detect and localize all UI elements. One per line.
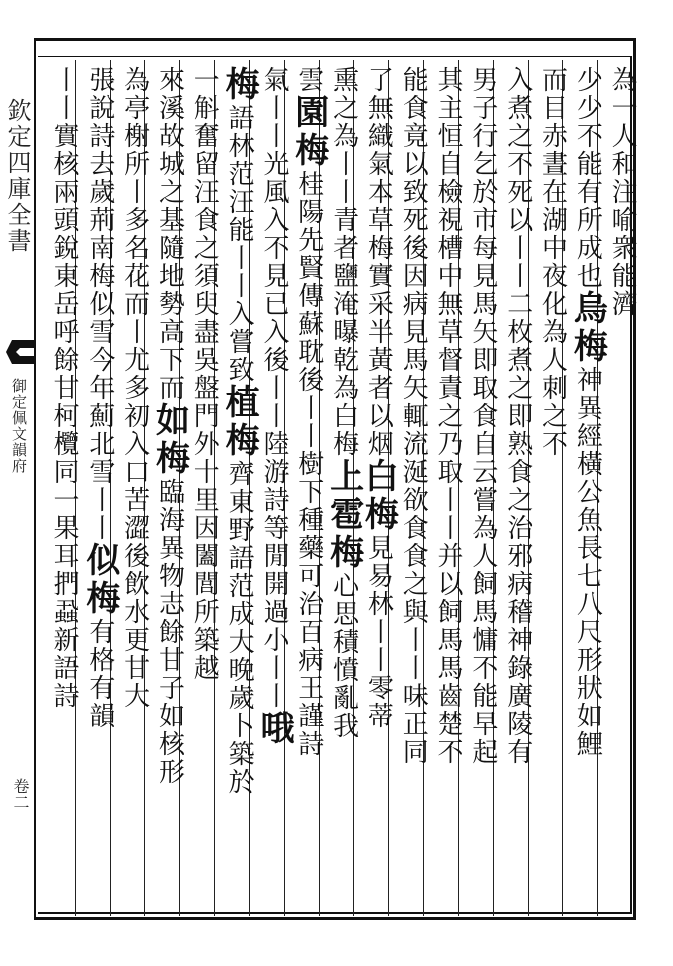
entry-text: 氣丨丨光風入不見已入後丨丨陸游詩等閒開過小丨丨	[258, 66, 289, 710]
entry-text: 男子行乞於市每見馬矢即取食自云嘗為人飼馬慵不能早起	[467, 66, 498, 766]
entry-text: 臨海異物志餘甘子如核形	[154, 478, 185, 786]
entry-text: 語林范汪能丨丨入嘗致	[224, 104, 255, 384]
entry-text: 熏之為丨丨青者鹽淹曝乾為白梅	[328, 66, 359, 458]
entry-text: 少少不能有所成也	[572, 66, 603, 290]
entry-heading: 哦	[253, 710, 294, 748]
entry-text: 捫蝨新語詩	[49, 570, 79, 710]
entry-text: 齊東野語范成大晚歲卜築於	[224, 460, 255, 796]
entry-text: 來溪故城之基隨地勢高下而	[154, 66, 185, 402]
volume-mark: 卷二	[11, 778, 30, 810]
entry-heading: 上雹梅	[323, 458, 364, 572]
entry-text: 心思積憤亂我	[328, 572, 359, 740]
book-title-fragment: 欽定四庫全書	[3, 98, 31, 254]
entry-text: 丨丨實核兩頭銳東岳呼餘甘柯欖同一果耳	[49, 66, 79, 570]
fish-tail-mark-icon	[6, 334, 34, 370]
entry-text: 而目赤晝在湖中夜化為人刺之不	[537, 66, 568, 458]
entry-text: 張說詩去歲荊南梅似雪今年薊北雪丨丨	[84, 66, 115, 542]
entry-heading: 如梅	[149, 402, 190, 478]
entry-text: 見易林丨丨零蒂	[363, 534, 394, 730]
entry-heading: 烏梅	[567, 290, 608, 366]
entry-text: 為亭榭所丨多名花而丨尤多	[119, 66, 150, 402]
entry-heading: 梅	[219, 66, 260, 104]
entry-text: 桂陽先賢傳蘇耽後丨丨樹下種藥可治百病王謹詩	[293, 170, 324, 758]
entry-heading: 似梅	[79, 542, 120, 618]
entry-text: 初入口苦澀後飲水更甘大	[119, 402, 150, 710]
entry-text: 雲	[293, 66, 324, 94]
entry-heading: 植梅	[219, 384, 260, 460]
entry-text: 神異經橫公魚長七八尺形狀如鯉	[572, 366, 603, 758]
page-margin	[0, 38, 34, 920]
entry-text: 一斛奮留汪食之須臾盡吳盤門外十里因闔閭所築越	[189, 66, 220, 682]
entry-heading: 白梅	[358, 458, 399, 534]
entry-text: 有格有韻	[84, 618, 115, 730]
book-name-label: 御定佩文韻府	[10, 378, 28, 474]
text-column	[40, 60, 79, 916]
entry-text: 其主恒自檢視槽中無草督責之乃取丨丨并以飼馬馬齒楚不	[433, 66, 464, 766]
entry-text: 能食竟以致死後因病見馬矢輒流涎欲食食之與丨丨味正同	[398, 66, 429, 766]
entry-text: 入煮之不死以丨丨二枚煮之即熟食之治邪病稽神錄廣陵有	[502, 66, 533, 766]
entry-heading: 園梅	[288, 94, 329, 170]
entry-text: 了無織氣本草梅實采半黃者以烟	[363, 66, 394, 458]
entry-text: 為一人和注喻衆能濟	[607, 66, 638, 318]
text-columns	[40, 60, 638, 916]
